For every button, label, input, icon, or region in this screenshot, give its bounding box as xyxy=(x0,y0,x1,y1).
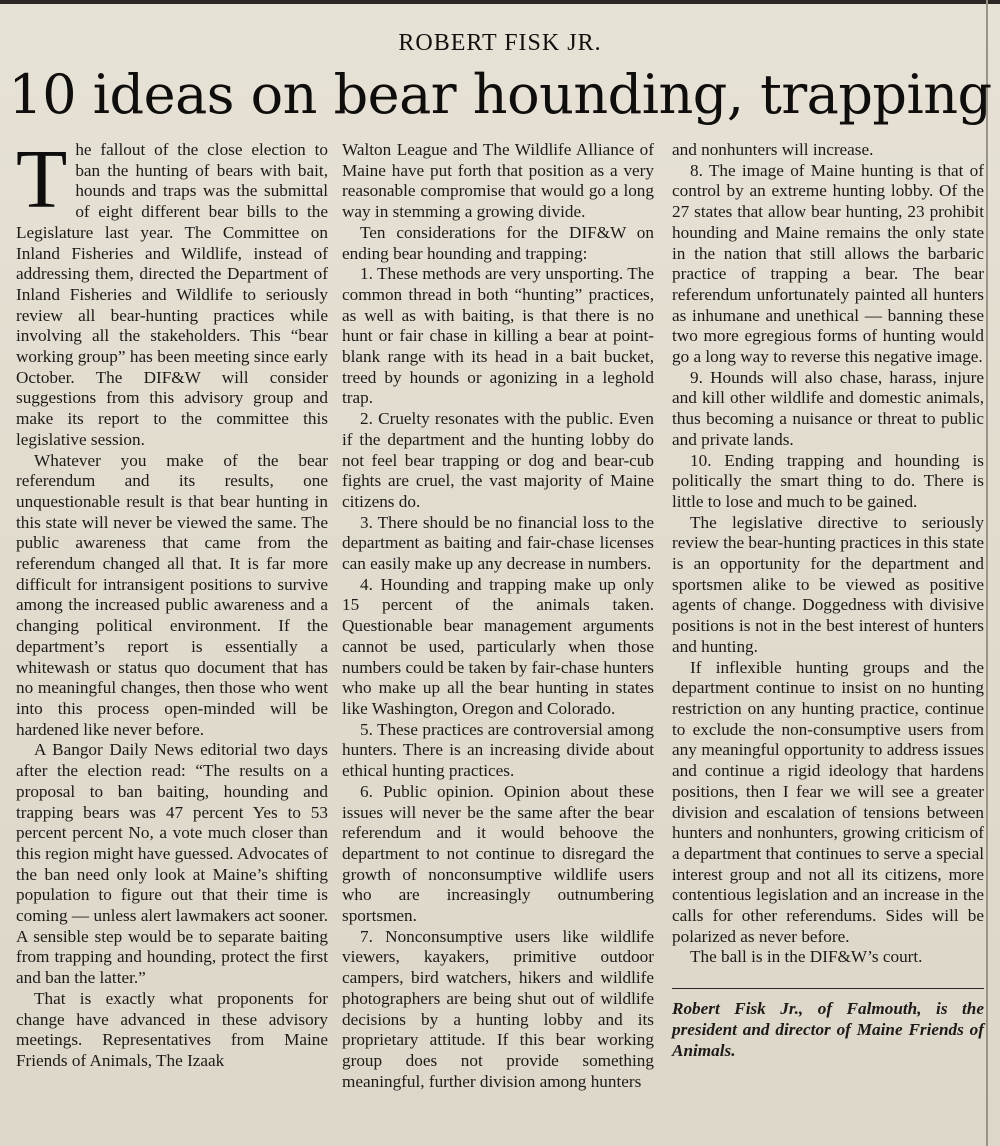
article-paragraph: The ball is in the DIF&W’s court. xyxy=(690,947,923,967)
article-paragraph: 1. These methods are very unsporting. The common thread in both “hunting” practices, as well as with baiting, is that there is no hunt or fair chase in killing a bear at point-blank range with its head in a bait bucket, treed by hounds or agonizing in a leghold trap. xyxy=(342,264,654,408)
article-paragraph: 10. Ending trapping and hounding is politically the smart thing to do. There is little to lose and much to be gained. xyxy=(672,450,984,511)
article-paragraph: If inflexible hunting groups and the department continue to insist on no hunting restriction on any hunting practice, continue to exclude the non-consumptive users from any meaningful opportunity to address issues and continue a rigid ideology that hardens positions, then I fear we will see a greater division and escalation of tensions between hunters and nonhunters, growing criticism of a department that continues to serve a special interest group and not all its citizens, more contentious legislation and an increase in the calls for other referendums. Sides will be polarized as never before. xyxy=(672,657,984,946)
author-bio: Robert Fisk Jr., of Falmouth, is the president and director of Maine Friends of Animals. xyxy=(672,988,984,1061)
article-paragraph: 6. Public opinion. Opinion about these issues will never be the same after the bear referendum and it would behoove the department to not continue to disregard the growth of nonconsumptive wildlife users who are increasingly outnumbering sportsmen. xyxy=(342,781,654,926)
article-column-1 xyxy=(16,133,328,1072)
article-paragraph: 7. Nonconsumptive users like wildlife viewers, kayakers, primitive outdoor campers, bird watchers, hikers and wildlife photographers are being shut out of wildlife decisions by a hunting lobby and its proprietary attitude. If this bear working group does not provide something meaningful, further division among hunters xyxy=(342,926,654,1091)
article-paragraph: 2. Cruelty resonates with the public. Even if the department and the hunting lobby do not feel bear trapping or dog and bear-cub fights are cruel, the vast majority of Maine citizens do. xyxy=(342,409,654,511)
article-paragraph: The legislative directive to seriously review the bear-hunting practices in this state is an opportunity for the department and sportsmen alike to be viewed as positive agents of change. Doggedness with divisive positions is not in the best interest of hunters and hunting. xyxy=(672,512,984,656)
article-paragraph: and nonhunters will increase. xyxy=(672,140,874,159)
article-paragraph: 5. These practices are controversial among hunters. There is an increasing divide about ethical hunting practices. xyxy=(342,719,654,781)
article-paragraph xyxy=(16,133,328,451)
article-paragraph: 8. The image of Maine hunting is that of control by an extreme hunting lobby. Of the 27 states that allow bear hunting, 23 prohibit hounding and Maine remains the only state in the nation that still allows the barbaric practice of trapping a bear. The bear referendum unfortunately painted all hunters as inhumane and unethical — banning these two more egregious forms of hunting would go a long way to reverse this negative image. xyxy=(672,160,984,367)
article-paragraph: That is exactly what proponents for change have advanced in these advisory meetings. Representatives from Maine Friends of Animals, The Izaak xyxy=(16,988,328,1070)
article-paragraph: Walton League and The Wildlife Alliance of Maine have put forth that position as a very reasonable compromise that would go a long way in stemming a growing divide. xyxy=(342,140,654,222)
paragraph-text: he fallout of the close election to ban the hunting of bears with bait, hounds and traps was the submittal of eight different bear bills to the Legislature last year. The Committee on Inland Fisheries and Wildlife, instead of addressing them, directed the Department of Inland Fisheries and Wildlife to seriously review all bear-hunting practices while involving all the stakeholders. This “bear working group” has been meeting since early October. The DIF&W will consider suggestions from this advisory group and make its report to the committee this legislative session. xyxy=(16,140,328,449)
headline: 10 ideas on bear hounding, trapping xyxy=(8,63,992,126)
article-paragraph: 9. Hounds will also chase, harass, injure and kill other wildlife and domestic animals, thus becoming a nuisance or threat to public and private lands. xyxy=(672,367,984,449)
article-column-3 xyxy=(672,140,984,1061)
drop-cap: T xyxy=(16,133,68,226)
article-paragraph: Whatever you make of the bear referendum and its results, one unquestionable result is that bear hunting in this state will never be viewed the same. The public awareness that came from the referendum changed all that. It is far more difficult for intransigent positions to survive among the increased public awareness and a changing political environment. If the department’s report is essentially a whitewash or status quo document that has no meaningful changes, then those who went into this process open-minded will be hardened like never before. xyxy=(16,450,328,739)
article-paragraph: A Bangor Daily News editorial two days after the election read: “The results on a proposal to ban baiting, hounding and trapping bears was 47 percent Yes to 53 percent percent No, a vote much closer than this region might have guessed. Advocates of the ban need only look at Maine’s shifting population to figure out that their time is coming — unless alert lawmakers act sooner. A sensible step would be to separate baiting from trapping and hounding, protect the first and ban the latter.” xyxy=(16,740,328,988)
top-rule xyxy=(0,0,1000,4)
column-edge-rule xyxy=(986,0,988,1146)
article-paragraph: Ten considerations for the DIF&W on ending bear hounding and trapping: xyxy=(342,222,654,263)
article-column-2 xyxy=(342,140,654,1092)
article-paragraph: 3. There should be no financial loss to the department as baiting and fair-chase licenses can easily make up any decrease in numbers. xyxy=(342,512,654,574)
article-paragraph: 4. Hounding and trapping make up only 15 percent of the animals taken. Questionable bear management arguments cannot be used, particularly when those numbers could be taken by fair-chase hunters who make up all the bear hunting in states like Washington, Oregon and Colorado. xyxy=(342,574,654,718)
byline: ROBERT FISK JR. xyxy=(398,30,602,56)
